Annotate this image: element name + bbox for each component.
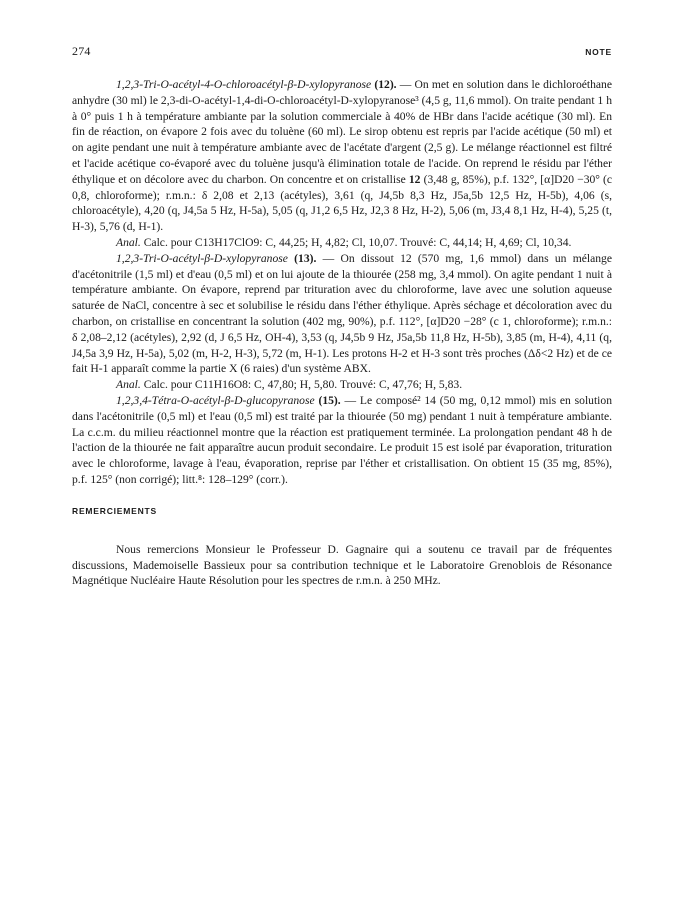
compound-15-procedure: — Le composé² 14 (50 mg, 0,12 mmol) mis en solution dans l'acétonitrile (0,5 ml) et l'eau (0,5 ml) est traité par la thiourée (50 mg) pendant 1 nuit à température ambiante. La c.c.m. du milieu réactionnel montre que la réaction est pratiquement terminée. La prolongation pendant 48 h de l'action de la thiourée ne fait apparaître aucun produit secondaire. Le produit 15 est isolé par évaporation, trituration avec le chloroforme, lavage à l'eau, évaporation, reprise par l'éther et cristallisation. On obtient 15 (35 mg, 85%), p.f. 125° (non corrigé); litt.⁸: 128–129° (corr.). <box>72 393 612 486</box>
compound-13-procedure: — On dissout 12 (570 mg, 1,6 mmol) dans un mélange d'acétonitrile (1,5 ml) et d'eau (0,5 ml) et on lui ajoute de la thiourée (258 mg, 3,4 mmol). On agite pendant 1 nuit à température ambiante. On évapore, reprend par trituration avec du chloroforme, lave avec une solution aqueuse saturée de NaCl, concentre à sec et solubilise le résidu dans l'éther éthylique. Après séchage et décoloration avec du charbon, on cristallise en concentrant la solution (402 mg, 90%), p.f. 112°, [α]D20 −28° (c 1, chloroforme); r.m.n.: δ 2,08–2,12 (acétyles), 2,92 (d, J 6,5 Hz, OH-4), 3,53 (q, J4,5b 9 Hz, J5a,5b 11,8 Hz, H-5b), 3,85 (m, H-4), 4,11 (q, J4,5a 3,9 Hz, H-5a), 5,02 (m, H-2, H-3), 5,72 (m, H-1). Les protons H-2 et H-3 sont très proches (Δδ<2 Hz) et de ce fait H-1 apparaît comme la partie X (6 raies) d'un système ABX. <box>72 251 612 376</box>
page-number: 274 <box>72 44 91 58</box>
compound-12-data: (3,48 g, 85%), p.f. 132°, [α]D20 −30° (c 0,8, chloroforme); r.m.n.: δ 2,08 et 2,13 (acétyles), 3,61 (q, J4,5b 8,3 Hz, J5a,5b 12,5 Hz, H-5b), 4,06 (s, chloroacétyle), 4,20 (q, J4,5a 5 Hz, H-5a), 5,05 (q, J1,2 6,5 Hz, J2,3 8 Hz, H-2), 5,06 (m, J3,4 8,1 Hz, H-4), 5,25 (t, H-3), 5,76 (d, H-1). <box>72 172 613 234</box>
compound-12-title: 1,2,3-Tri-O-acétyl-4-O-chloroacétyl-β-D-xylopyranose <box>116 78 372 91</box>
section-label: NOTE <box>585 47 612 57</box>
compound-13-analysis-text: Calc. pour C11H16O8: C, 47,80; H, 5,80. Trouvé: C, 47,76; H, 5,83. <box>143 378 463 392</box>
compound-12-analysis-label: Anal. <box>116 235 141 249</box>
compound-13-paragraph <box>72 251 612 377</box>
compound-12-paragraph <box>72 77 612 235</box>
compound-12-number: (12). <box>374 78 397 91</box>
running-head <box>72 44 612 59</box>
compound-12-analysis <box>72 235 612 251</box>
acknowledgements-heading: REMERCIEMENTS <box>72 505 158 516</box>
compound-13-number: (13). <box>294 251 317 265</box>
compound-15-number: (15). <box>318 393 341 407</box>
compound-12-analysis-text: Calc. pour C13H17ClO9: C, 44,25; H, 4,82; Cl, 10,07. Trouvé: C, 44,14; H, 4,69; Cl, 10,34. <box>143 235 572 249</box>
compound-12-procedure: — On met en solution dans le dichloroéthane anhydre (30 ml) le 2,3-di-O-acétyl-1,4-di-O-chloroacétyl-D-xylopyranose³ (4,5 g, 11,6 mmol). On traite pendant 1 h à 0° puis 1 h à température ambiante par la solution commerciale à 40% de HBr dans l'acide acétique (30 ml). En fin de réaction, on évapore 2 fois avec du toluène (60 ml). Le sirop obtenu est repris par l'acide acétique (50 ml) et on agite pendant une nuit à température ambiante avec de l'acétate d'argent (2,5 g). Le mélange réactionnel est filtré et l'acide acétique co-évaporé avec du toluène jusqu'à élimination totale de l'acide. On reprend le résidu par l'éther éthylique et on décolore avec du charbon. On concentre et on cristallise <box>72 78 612 186</box>
compound-13-analysis <box>72 377 612 393</box>
compound-15-paragraph <box>72 393 612 488</box>
compound-13-title: 1,2,3-Tri-O-acétyl-β-D-xylopyranose <box>116 251 288 265</box>
compound-15-title: 1,2,3,4-Tétra-O-acétyl-β-D-glucopyranose <box>116 393 315 407</box>
compound-13-analysis-label: Anal. <box>116 378 141 392</box>
journal-page <box>72 44 612 589</box>
compound-12-ref: 12 <box>408 172 421 186</box>
acknowledgements-text: Nous remercions Monsieur le Professeur D. Gagnaire qui a soutenu ce travail par de fréquentes discussions, Mademoiselle Bassieux pour sa contribution technique et le Laboratoire Grenoblois de Résonance Magnétique Nucléaire Haute Résolution pour les spectres de r.m.n. à 250 MHz. <box>72 542 612 588</box>
